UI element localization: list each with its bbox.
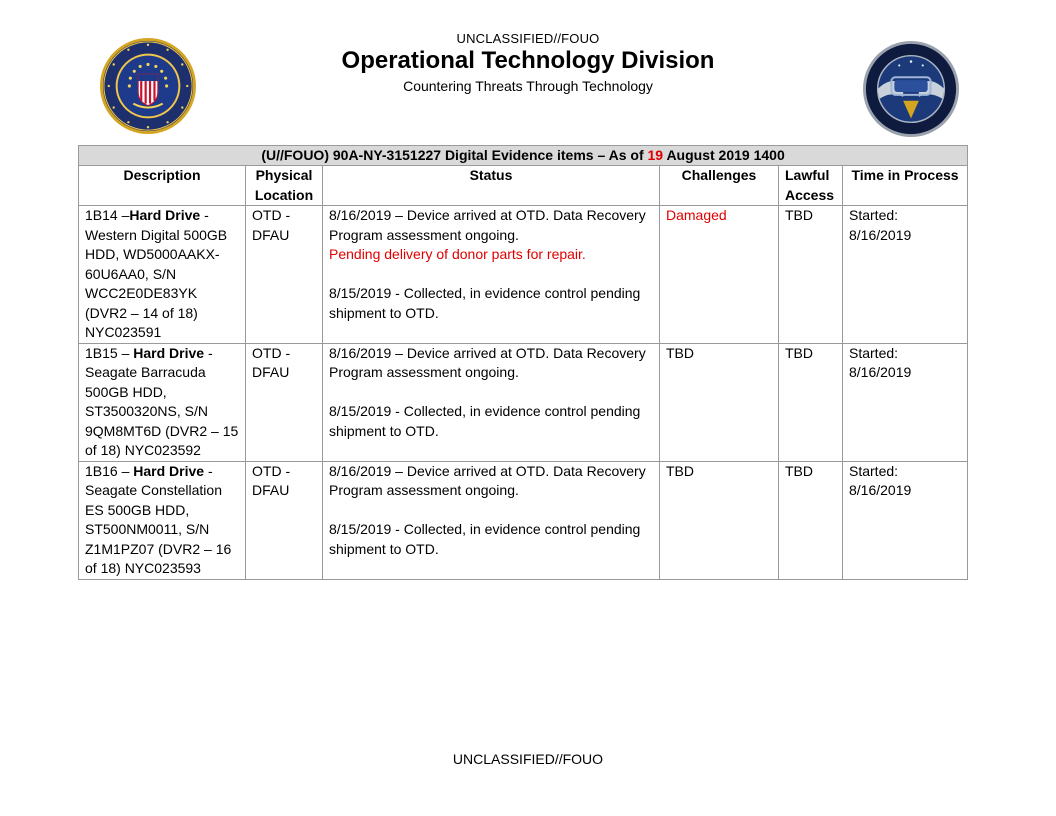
cell-location: OTD - DFAU [246,206,323,344]
classification-footer: UNCLASSIFIED//FOUO [452,751,604,767]
cell-time-in-process: Started: 8/16/2019 [843,343,968,461]
cell-status: 8/16/2019 – Device arrived at OTD. Data Recovery Program assessment ongoing. Pending delivery of donor parts for repair. 8/15/2019 - Collected, in evidence control pending shipment to OTD. [323,206,660,344]
table-caption [79,146,968,166]
table-row [79,343,968,461]
page-subtitle: Countering Threats Through Technology [403,78,653,94]
table-header-row [79,166,968,206]
cell-status: 8/16/2019 – Device arrived at OTD. Data Recovery Program assessment ongoing. 8/15/2019 - Collected, in evidence control pending shipment to OTD. [323,461,660,579]
column-header-status: Status [323,166,660,206]
column-header-challenges: Challenges [660,166,779,206]
cell-time-in-process: Started: 8/16/2019 [843,206,968,344]
cell-challenges: TBD [660,461,779,579]
column-header-physical-location: Physical Location [246,166,323,206]
cell-lawful-access: TBD [779,461,843,579]
cell-challenges: Damaged [660,206,779,344]
table-caption-row [79,146,968,166]
status-alert: Pending delivery of donor parts for repair. [329,246,586,262]
column-header-description: Description [79,166,246,206]
item-type: Hard Drive [133,462,205,479]
classification-header: UNCLASSIFIED//FOUO [456,31,600,46]
column-header-lawful-access: Lawful Access [779,166,843,206]
cell-location: OTD - DFAU [246,343,323,461]
cell-location: OTD - DFAU [246,461,323,579]
table-row [79,206,968,344]
cell-lawful-access: TBD [779,206,843,344]
caption-suffix: August 2019 1400 [663,147,785,163]
cell-lawful-access: TBD [779,343,843,461]
column-header-time-in-process: Time in Process [843,166,968,206]
table-row [79,461,968,579]
cell-description: 1B16 – Hard Drive - Seagate Constellation ES 500GB HDD, ST500NM0011, S/N Z1M1PZ07 (DVR2 – 16 of 18) NYC023593 [79,461,246,579]
evidence-table [78,145,968,580]
cell-time-in-process: Started: 8/16/2019 [843,461,968,579]
caption-prefix: (U//FOUO) 90A-NY-3151227 Digital Evidence items – As of [261,147,648,163]
caption-day: 19 [647,147,664,163]
item-type: Hard Drive [129,207,201,223]
page-title: Operational Technology Division [341,47,715,74]
fbi-seal-icon [99,37,197,135]
cell-description: 1B14 –Hard Drive - Western Digital 500GB HDD, WD5000AAKX-60U6AA0, S/N WCC2E0DE83YK (DVR2 – 14 of 18) NYC023591 [79,206,246,344]
cell-challenges: TBD [660,343,779,461]
cell-description: 1B15 – Hard Drive - Seagate Barracuda 500GB HDD, ST3500320NS, S/N 9QM8MT6D (DVR2 – 15 of 18) NYC023592 [79,343,246,461]
cell-status: 8/16/2019 – Device arrived at OTD. Data Recovery Program assessment ongoing. 8/15/2019 - Collected, in evidence control pending shipment to OTD. [323,343,660,461]
otd-seal-icon [862,40,960,138]
item-type: Hard Drive [133,344,205,361]
